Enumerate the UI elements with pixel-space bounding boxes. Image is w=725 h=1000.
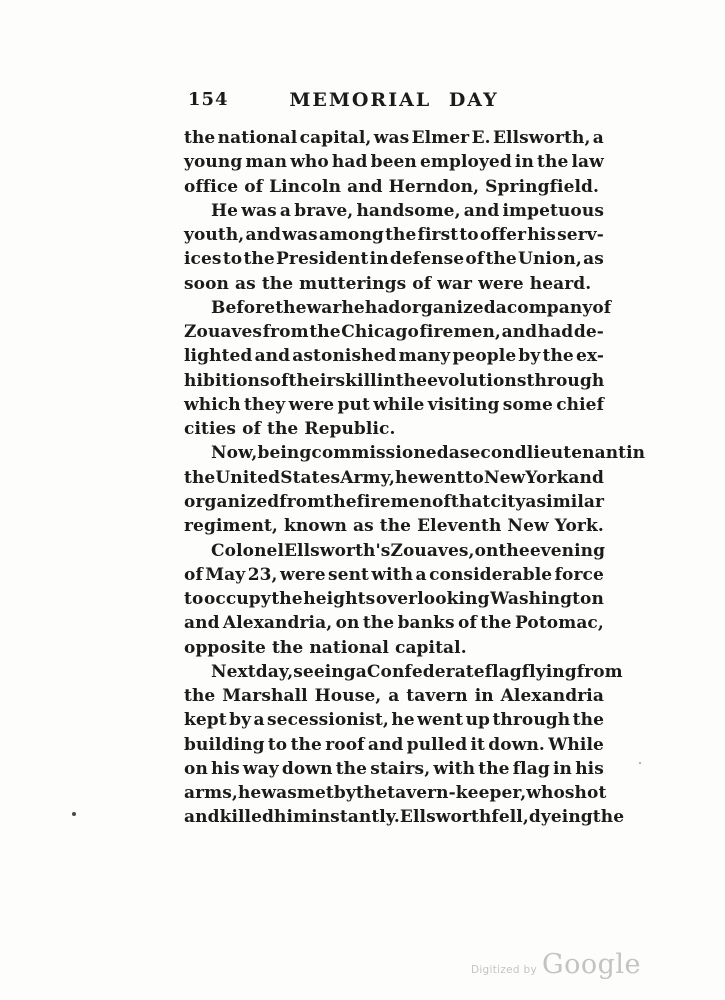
watermark-prefix-label: Digitized by (470, 964, 538, 976)
word: were (279, 564, 326, 585)
word: city (490, 491, 526, 512)
word: they (243, 394, 286, 415)
word: York (525, 467, 569, 488)
word: him (274, 807, 312, 828)
word: offer (479, 225, 527, 246)
word: a (279, 200, 292, 221)
text-line (184, 369, 604, 393)
word: the (184, 467, 216, 488)
text-line (184, 611, 604, 635)
word: and (245, 225, 282, 246)
word: stairs, (370, 758, 431, 779)
word: instantly. (311, 807, 400, 828)
word: ices (184, 249, 222, 270)
word: 23, (247, 564, 278, 585)
text-line (184, 441, 646, 465)
word: had (537, 322, 574, 343)
word: while (373, 394, 425, 415)
word: which (184, 394, 241, 415)
word: a (415, 564, 427, 585)
word: the (271, 589, 303, 610)
word: Chicago (341, 322, 419, 343)
word: was (261, 783, 297, 804)
word: House, (314, 686, 382, 707)
watermark (471, 951, 641, 978)
word: United (215, 467, 281, 488)
word: in (369, 249, 389, 270)
word: tavern (406, 686, 468, 707)
word: killed (219, 807, 275, 828)
word: their (288, 370, 336, 391)
word: down. (488, 734, 545, 755)
word: employed (419, 152, 512, 173)
text-line (184, 660, 623, 684)
text-block (184, 126, 646, 830)
word: Next (211, 661, 256, 682)
word: seeing (293, 661, 356, 682)
word: the (572, 710, 604, 731)
word: who (290, 152, 329, 173)
word: He (211, 200, 239, 221)
word: lieutenant (526, 443, 627, 464)
word: E. (471, 128, 491, 148)
word: the (542, 346, 574, 367)
page-number: 154 (188, 89, 229, 110)
word: Ellsworth (399, 807, 492, 828)
word: in (553, 758, 573, 779)
word: through (526, 370, 605, 391)
word: the (290, 734, 322, 755)
word: organized (184, 491, 280, 512)
word: the (362, 613, 395, 634)
text-line (184, 805, 625, 829)
word: was (282, 225, 318, 246)
word: down (281, 758, 333, 779)
text-line (184, 320, 604, 344)
word: national (217, 128, 298, 148)
word: in (474, 686, 494, 707)
word: States (280, 467, 341, 488)
word: law (571, 152, 604, 173)
word: the (480, 613, 512, 634)
text-line (184, 563, 604, 587)
word: it (470, 734, 485, 755)
word: day, (255, 661, 294, 682)
word: considerable (429, 564, 553, 585)
text-line (184, 223, 604, 247)
word: he (395, 467, 419, 488)
word: from (262, 322, 309, 343)
text-line: soon as the mutterings of war were heard. (184, 273, 592, 294)
word: the (275, 297, 307, 318)
word: ex- (575, 346, 604, 367)
word: he (391, 710, 415, 731)
text-line (184, 757, 604, 781)
word: company (506, 297, 593, 318)
word: to (267, 734, 288, 755)
text-line (184, 393, 604, 417)
word: in (514, 152, 534, 173)
text-line: office of Lincoln and Herndon, Springfield. (184, 176, 600, 197)
word: a (253, 710, 265, 731)
word: flag (484, 661, 522, 682)
word: went (418, 467, 465, 488)
word: handsome, (356, 200, 461, 221)
word: brave, (294, 200, 354, 221)
word: hibitions (184, 370, 270, 391)
word: and (501, 322, 538, 343)
running-header (184, 89, 604, 111)
word: sent (328, 564, 370, 585)
word: was (373, 128, 410, 148)
word: and (254, 346, 291, 367)
word: in (626, 443, 646, 464)
word: the (355, 783, 388, 804)
text-line (184, 150, 604, 174)
word: May (205, 564, 246, 585)
word: force (554, 564, 604, 585)
scan-speck-left (72, 812, 76, 816)
word: met (296, 783, 334, 804)
word: fell, (491, 807, 529, 828)
word: lighted (184, 346, 253, 367)
word: President (276, 249, 369, 270)
word: dyeing (528, 807, 593, 828)
word: Union, (518, 249, 582, 270)
word: young (184, 152, 243, 173)
text-line (184, 344, 604, 368)
word: up (465, 710, 491, 731)
google-logo: Google (542, 949, 641, 980)
word: and (367, 734, 404, 755)
word: he (341, 297, 365, 318)
text-line (184, 296, 612, 320)
word: similar (536, 491, 605, 512)
word: and (568, 467, 604, 488)
text-line: cities of the Republic. (184, 419, 396, 440)
word: man (245, 152, 288, 173)
word: a (388, 686, 400, 707)
word: first (417, 225, 459, 246)
word: the (592, 807, 625, 828)
word: his (575, 758, 604, 779)
word: Before (211, 297, 276, 318)
word: his (527, 225, 556, 246)
word: pulled (406, 734, 468, 755)
word: a (355, 661, 367, 682)
word: in (376, 370, 396, 391)
word: Zouaves (184, 322, 263, 343)
word: of (432, 491, 451, 512)
word: being (257, 443, 312, 464)
word: was (241, 200, 277, 221)
word: de- (573, 322, 604, 343)
word: on (474, 540, 499, 561)
word: as (583, 249, 604, 270)
word: heights (303, 589, 376, 610)
word: who (526, 783, 565, 804)
word: put (337, 394, 370, 415)
word: the (243, 249, 275, 270)
text-line (184, 126, 604, 150)
word: commissioned (311, 443, 449, 464)
word: firemen (356, 491, 433, 512)
word: that (450, 491, 491, 512)
word: and (184, 807, 220, 828)
word: and (463, 200, 500, 221)
word: Zouaves, (390, 540, 475, 561)
word: defense (389, 249, 465, 270)
word: While (548, 734, 604, 755)
word: kept (184, 710, 227, 731)
text-line (184, 781, 607, 805)
word: Washington (490, 589, 604, 610)
scan-speck-right (639, 762, 641, 764)
word: the (184, 128, 216, 148)
word: youth, (184, 225, 245, 246)
word: a (525, 491, 537, 512)
word: secessionist, (267, 710, 389, 731)
word: war (306, 297, 342, 318)
word: the (184, 686, 216, 707)
word: by (518, 346, 541, 367)
word: the (537, 152, 569, 173)
word: the (325, 491, 357, 512)
word: the (478, 758, 510, 779)
word: astonished (292, 346, 397, 367)
word: the (385, 225, 417, 246)
word: impetuous (502, 200, 604, 221)
word: serv- (557, 225, 604, 246)
word: by (333, 783, 356, 804)
word: the (498, 540, 530, 561)
text-line (184, 539, 604, 563)
word: flag (512, 758, 550, 779)
word: with (371, 564, 414, 585)
word: Alexandria, (222, 613, 333, 634)
word: overlooking (375, 589, 490, 610)
word: of (458, 613, 477, 634)
word: been (370, 152, 417, 173)
word: had (364, 297, 401, 318)
word: to (184, 589, 204, 610)
word: way (242, 758, 279, 779)
word: to (222, 249, 243, 270)
word: Colonel (211, 540, 284, 561)
word: people (452, 346, 517, 367)
text-line (184, 490, 604, 514)
text-line: opposite the national capital. (184, 637, 467, 658)
word: by (229, 710, 252, 731)
word: visiting (427, 394, 500, 415)
word: Alexandria (500, 686, 604, 707)
word: Now, (211, 443, 258, 464)
word: many (398, 346, 451, 367)
text-line (184, 733, 604, 757)
word: chief (556, 394, 604, 415)
word: Potomac, (514, 613, 604, 634)
word: through (492, 710, 571, 731)
text-line: regiment, known as the Eleventh New York. (184, 516, 604, 537)
word: Army, (340, 467, 395, 488)
word: evolutions (427, 370, 527, 391)
word: a (592, 128, 604, 148)
word: the (485, 249, 517, 270)
word: arms, (184, 783, 238, 804)
word: on (335, 613, 360, 634)
word: of (184, 564, 203, 585)
word: from (279, 491, 326, 512)
text-line (184, 684, 604, 708)
word: with (433, 758, 476, 779)
word: organized (400, 297, 496, 318)
word: occupy (203, 589, 271, 610)
word: roof (325, 734, 365, 755)
word: the (309, 322, 341, 343)
word: were (288, 394, 335, 415)
word: to (459, 225, 479, 246)
word: went (417, 710, 464, 731)
text-line (184, 199, 604, 223)
word: second (459, 443, 527, 464)
text-line (184, 587, 604, 611)
word: Confederate (366, 661, 485, 682)
word: Ellsworth, (492, 128, 591, 148)
word: shot (564, 783, 607, 804)
word: among (318, 225, 384, 246)
word: firemen, (419, 322, 501, 343)
word: evening (529, 540, 606, 561)
word: the (335, 758, 368, 779)
word: banks (397, 613, 455, 634)
word: and (184, 613, 220, 634)
word: a (448, 443, 460, 464)
text-line (184, 247, 604, 271)
word: New (483, 467, 526, 488)
word: he (237, 783, 262, 804)
word: from (576, 661, 623, 682)
word: Ellsworth's (284, 540, 391, 561)
word: to (464, 467, 484, 488)
word: of (592, 297, 612, 318)
word: flying (521, 661, 577, 682)
word: Elmer (411, 128, 470, 148)
word: tavern-keeper, (387, 783, 527, 804)
word: the (395, 370, 428, 391)
word: building (184, 734, 265, 755)
word: Marshall (222, 686, 308, 707)
word: skill (335, 370, 377, 391)
word: on (184, 758, 208, 779)
word: capital, (299, 128, 372, 148)
word: a (495, 297, 507, 318)
word: some (502, 394, 553, 415)
word: of (269, 370, 289, 391)
text-line (184, 708, 604, 732)
header-title: MEMORIAL DAY (289, 89, 499, 111)
text-line (184, 466, 604, 490)
word: of (465, 249, 485, 270)
word: his (211, 758, 240, 779)
word: had (331, 152, 368, 173)
